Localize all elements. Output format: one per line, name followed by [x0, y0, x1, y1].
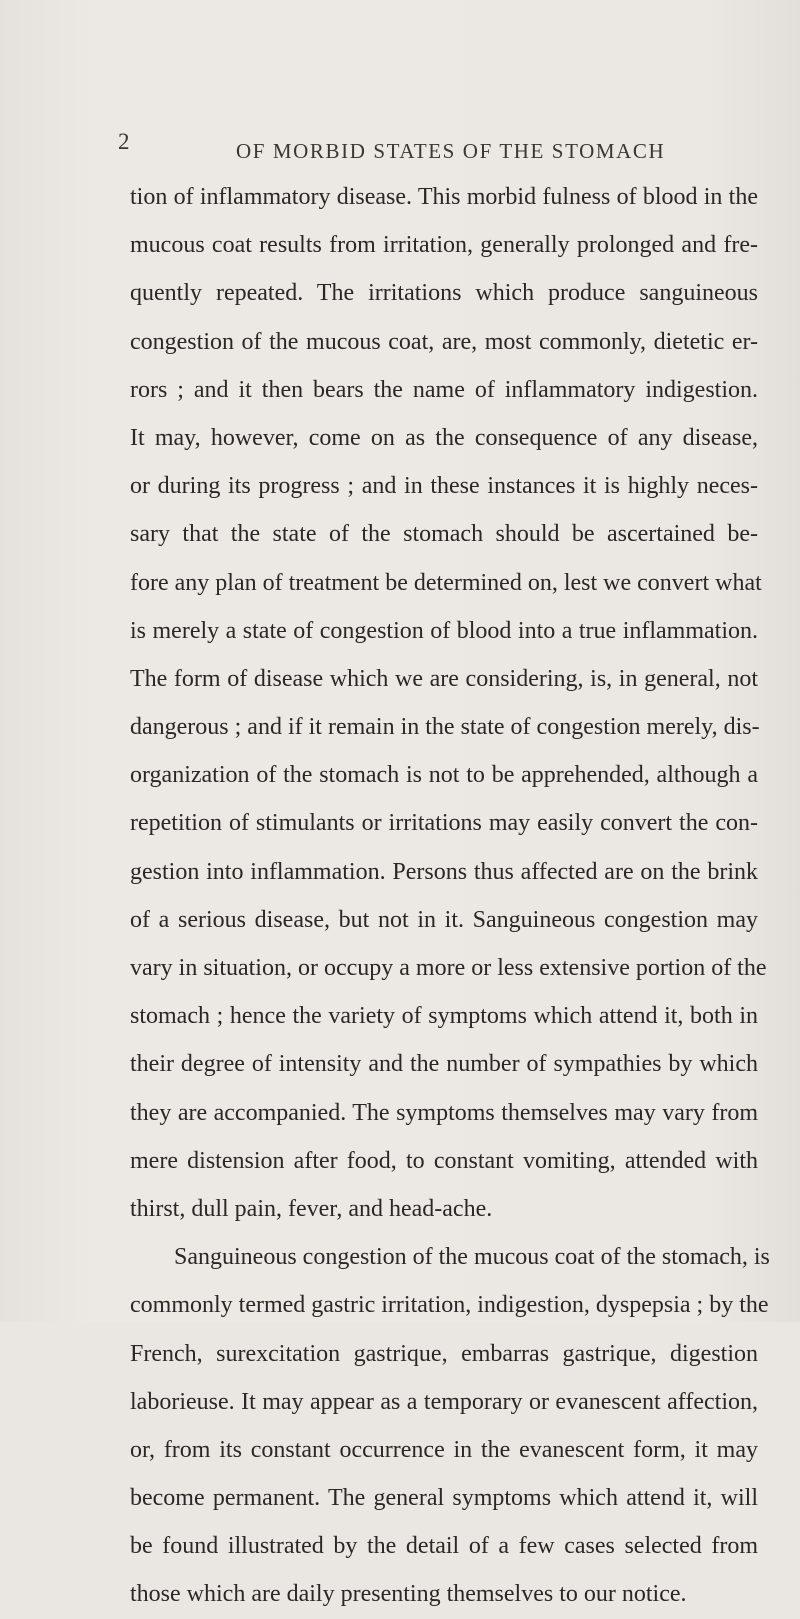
page-number: 2: [118, 129, 130, 154]
page-header: [118, 129, 758, 173]
running-head: OF MORBID STATES OF THE STOMACH: [236, 139, 666, 163]
text-line: thirst, dull pain, fever, and head-ache.: [130, 1195, 493, 1222]
text-line: laborieuse. It may appear as a temporary or evanescent affection,: [130, 1388, 758, 1415]
text-line: organization of the stomach is not to be apprehended, although a: [130, 762, 758, 789]
text-line: sary that the state of the stomach should be ascertained be-: [130, 521, 758, 548]
text-line: be found illustrated by the detail of a few cases selected from: [130, 1533, 758, 1560]
paragraph-2: [130, 1233, 770, 1619]
text-line: congestion of the mucous coat, are, most commonly, dietetic er-: [130, 328, 758, 355]
text-line: they are accompanied. The symptoms themselves may vary from: [130, 1099, 758, 1126]
text-line: stomach ; hence the variety of symptoms which attend it, both in: [130, 1003, 758, 1030]
text-line: rors ; and it then bears the name of inflammatory indigestion.: [130, 376, 758, 403]
text-line: French, surexcitation gastrique, embarras gastrique, digestion: [130, 1340, 758, 1367]
text-line: fore any plan of treatment be determined on, lest we convert what: [130, 569, 762, 596]
text-line: mere distension after food, to constant vomiting, attended with: [130, 1147, 758, 1174]
text-line: It may, however, come on as the consequence of any disease,: [130, 424, 758, 451]
text-line: or during its progress ; and in these instances it is highly neces-: [130, 473, 758, 500]
text-line: commonly termed gastric irritation, indigestion, dyspepsia ; by the: [130, 1292, 769, 1319]
text-line: tion of inflammatory disease. This morbid fulness of blood in the: [130, 184, 758, 210]
text-line: gestion into inflammation. Persons thus affected are on the brink: [130, 858, 758, 885]
text-line: or, from its constant occurrence in the evanescent form, it may: [130, 1436, 758, 1463]
body-text: [130, 173, 770, 1619]
text-line: mucous coat results from irritation, generally prolonged and fre-: [130, 232, 758, 259]
text-line: their degree of intensity and the number of sympathies by which: [130, 1051, 758, 1078]
text-line: repetition of stimulants or irritations may easily convert the con-: [130, 810, 758, 837]
text-line: become permanent. The general symptoms which attend it, will: [130, 1485, 758, 1512]
paragraph-1: [130, 173, 767, 1233]
text-line: is merely a state of congestion of blood into a true inflammation.: [130, 617, 758, 644]
text-line: those which are daily presenting themselves to our notice.: [130, 1581, 687, 1608]
text-line: Sanguineous congestion of the mucous coat of the stomach, is: [174, 1244, 770, 1271]
text-line: of a serious disease, but not in it. Sanguineous congestion may: [130, 906, 758, 933]
text-line: vary in situation, or occupy a more or less extensive portion of the: [130, 955, 767, 981]
text-line: dangerous ; and if it remain in the state of congestion merely, dis-: [130, 714, 760, 741]
text-line: quently repeated. The irritations which produce sanguineous: [130, 280, 758, 307]
text-line: The form of disease which we are considering, is, in general, not: [130, 665, 758, 692]
